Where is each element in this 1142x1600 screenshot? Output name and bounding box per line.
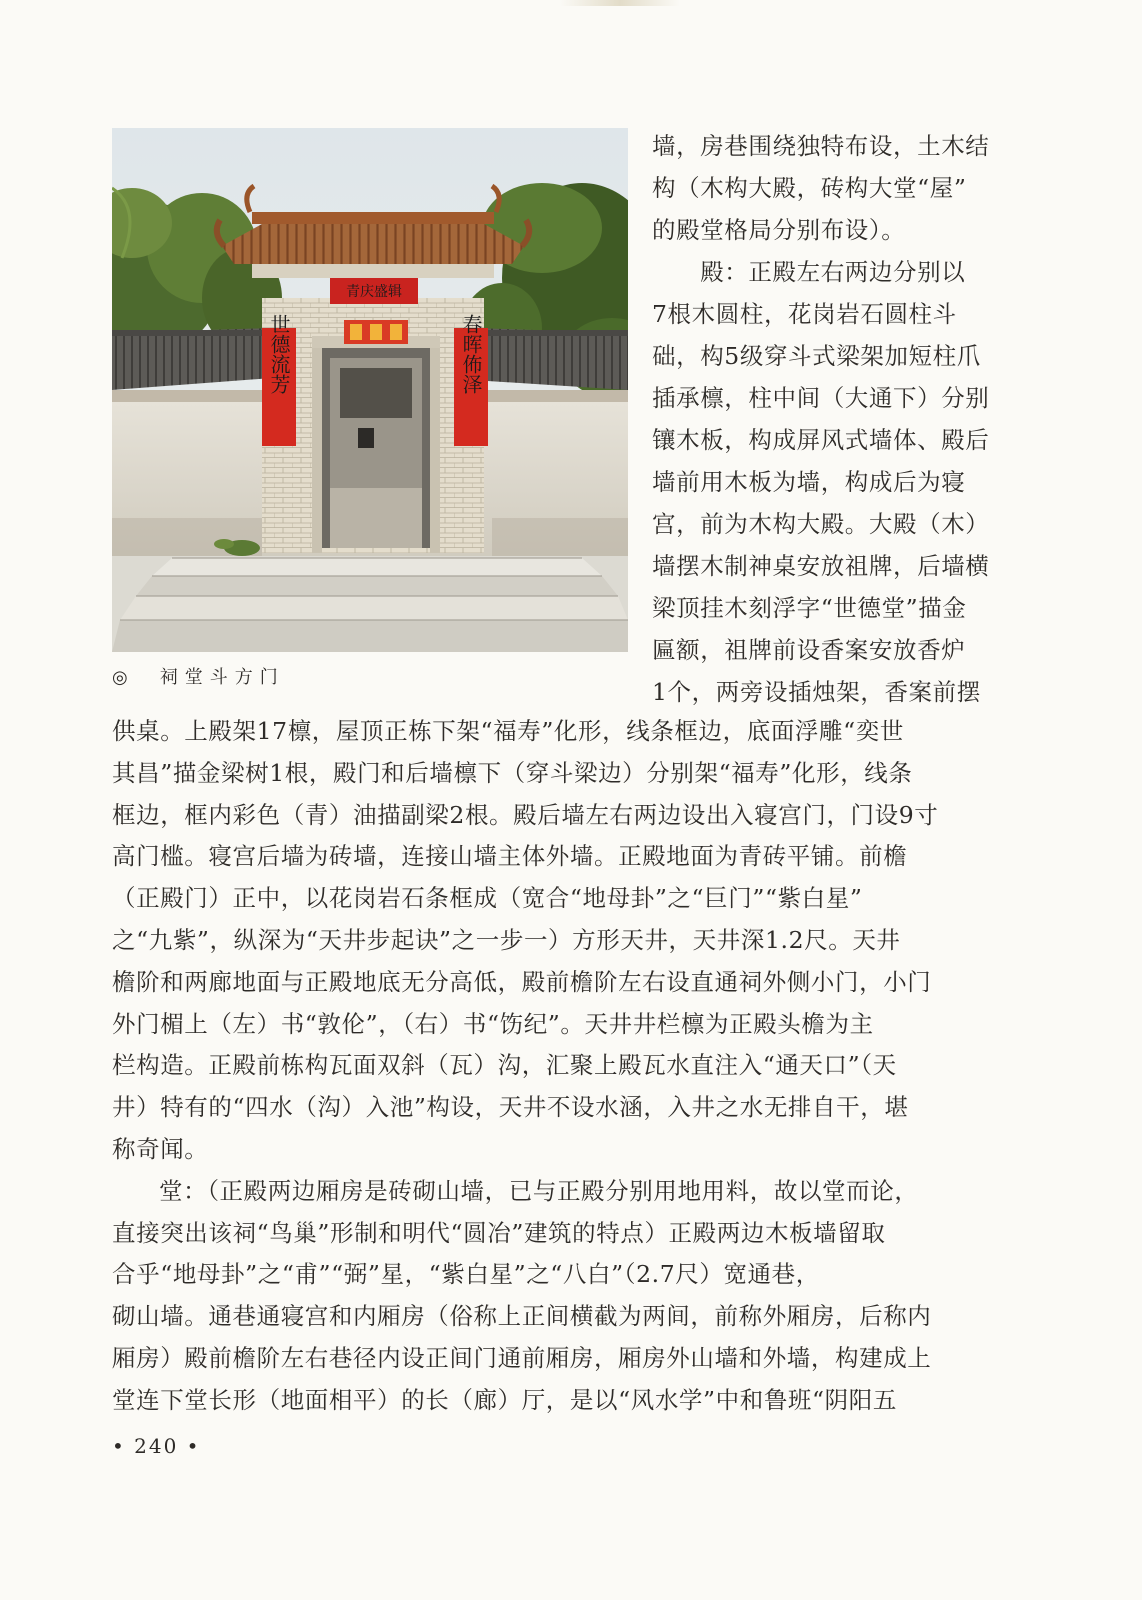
- page-number: • 240 •: [112, 1434, 201, 1458]
- text-line: 堂连下堂长形（地面相平）的长（廊）厅，是以“风水学”中和鲁班“阴阳五: [112, 1385, 897, 1414]
- scan-edge-shade: [560, 0, 680, 6]
- text-line: 的殿堂格局分别布设）。: [652, 216, 906, 244]
- text-line: 厢房）殿前檐阶左右巷径内设正间门通前厢房，厢房外山墙和外墙，构建成上: [112, 1343, 932, 1372]
- plaque-text: 青庆盛辑: [346, 284, 402, 300]
- text-line: 镶木板，构成屏风式墙体、殿后: [652, 426, 990, 454]
- couplet-right-text: 春晖佈泽: [459, 314, 483, 394]
- text-line: 堂：（正殿两边厢房是砖砌山墙，已与正殿分别用地用料，故以堂而论，: [159, 1176, 919, 1205]
- text-line: 称奇闻。: [112, 1134, 209, 1163]
- text-line: 7根木圆柱，花岗岩石圆柱斗: [652, 300, 957, 328]
- text-line: 井）特有的“四水（沟）入池”构设，天井不设水涵，入井之水无排自干，堪: [112, 1093, 909, 1122]
- text-line: 合乎“地母卦”之“甫”“弼”星，“紫白星”之“八白”（2.7尺）宽通巷，: [112, 1260, 820, 1289]
- text-line: 梁顶挂木刻浮字“世德堂”描金: [652, 594, 967, 622]
- stone-steps: [112, 556, 628, 652]
- text-line: 供桌。上殿架17檩，屋顶正栋下架“福寿”化形，线条框边，底面浮雕“奕世: [112, 717, 904, 745]
- text-line: 宫，前为木构大殿。大殿（木）: [652, 510, 990, 538]
- text-line: 栏构造。正殿前栋构瓦面双斜（瓦）沟，汇聚上殿瓦水直注入“通天口”（天: [112, 1051, 897, 1080]
- text-line: （正殿门）正中，以花岗岩石条框成（宽合“地母卦”之“巨门”“紫白星”: [112, 884, 863, 913]
- photo-caption: ◎ 祠堂斗方门: [112, 667, 285, 688]
- plaque: [330, 278, 418, 304]
- text-line: 外门楣上（左）书“敦伦”，（右）书“饬纪”。天井井栏檩为正殿头檐为主: [112, 1009, 874, 1038]
- couplet-left-text: 世德流芳: [267, 314, 291, 394]
- text-line: 墙，房巷围绕独特布设，土木结: [652, 132, 990, 160]
- ancestral-hall-gate-photo: [112, 128, 628, 652]
- full-width-text: [112, 711, 1028, 1422]
- text-line: 之“九紫”，纵深为“天井步起诀”之一步一）方形天井，天井深1.2尺。天井: [112, 925, 901, 954]
- text-line: 匾额，祖牌前设香案安放香炉: [652, 636, 966, 664]
- text-line: 插承檩，柱中间（大通下）分别: [652, 384, 990, 412]
- text-line: 1个，两旁设插烛架，香案前摆: [652, 678, 981, 706]
- text-line: 檐阶和两廊地面与正殿地底无分高低，殿前檐阶左右设直通祠外侧小门，小门: [112, 967, 932, 996]
- text-line: 其昌”描金梁树1根，殿门和后墙檩下（穿斗梁边）分别架“福寿”化形，线条: [112, 758, 913, 787]
- text-line: 墙前用木板为墙，构成后为寝: [652, 468, 966, 496]
- text-line: 础，构5级穿斗式梁架加短柱爪: [652, 342, 981, 370]
- couplet-left: [262, 314, 296, 446]
- text-line: 墙摆木制神桌安放祖牌，后墙横: [652, 552, 990, 580]
- text-line: 高门槛。寝宫后墙为砖墙，连接山墙主体外墙。正殿地面为青砖平铺。前檐: [112, 842, 908, 871]
- text-line: 殿：正殿左右两边分别以: [652, 258, 966, 286]
- text-line: 框边，框内彩色（青）油描副梁2根。殿后墙左右两边设出入寝宫门，门设9寸: [112, 800, 939, 829]
- couplet-right: [454, 314, 488, 446]
- side-text-column: [652, 125, 1028, 713]
- text-line: 构（木构大殿，砖构大堂“屋”: [652, 174, 967, 202]
- text-line: 砌山墙。通巷通寝宫和内厢房（俗称上正间横截为两间，前称外厢房，后称内: [112, 1302, 932, 1331]
- text-line: 直接突出该祠“鸟巢”形制和明代“圆冶”建筑的特点）正殿两边木板墙留取: [112, 1218, 886, 1247]
